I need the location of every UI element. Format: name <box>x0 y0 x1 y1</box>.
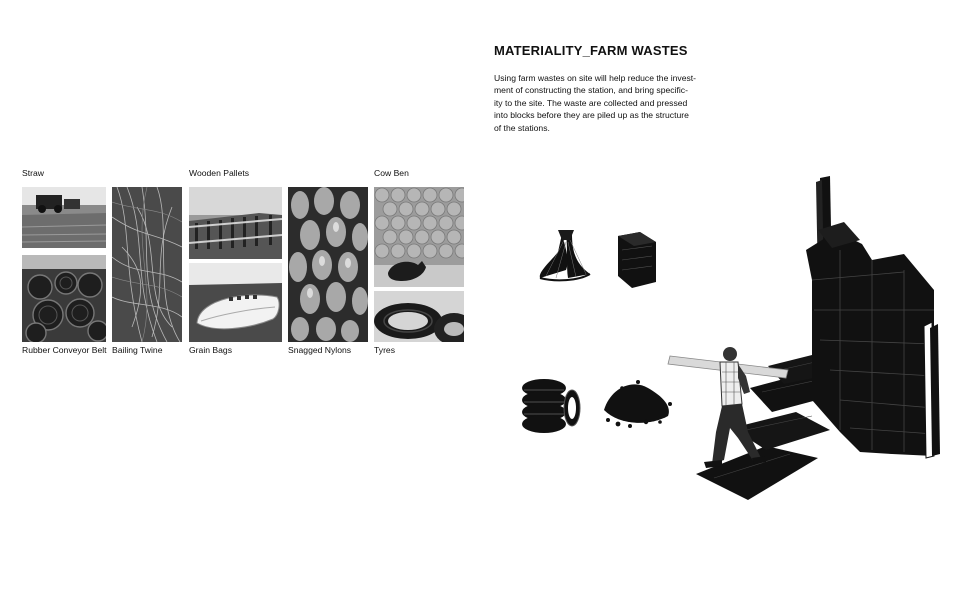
cow-ben-photo <box>374 187 464 287</box>
label-snagged-nylons: Snagged Nylons <box>288 345 352 355</box>
label-tyres: Tyres <box>374 345 396 355</box>
description-line: into blocks before they are piled up as the structure <box>494 110 689 121</box>
bailing-twine-photo <box>112 187 182 342</box>
bale-wall-illustration <box>806 176 940 458</box>
label-wooden-pallets: Wooden Pallets <box>189 168 250 178</box>
wooden-pallets-photo <box>189 187 282 259</box>
tyre-stack-illustration <box>522 379 580 433</box>
description-line: ity to the site. The waste are collected and pressed <box>494 97 688 108</box>
straw-bundle-illustration <box>540 230 590 280</box>
rubber-crumbs-illustration <box>604 380 672 428</box>
label-grain-bags: Grain Bags <box>189 345 232 355</box>
grain-bags-photo <box>189 263 282 342</box>
tyres-photo <box>374 291 464 342</box>
straw-bale-illustration <box>618 232 656 288</box>
materials-illustration <box>500 160 960 520</box>
label-straw: Straw <box>22 168 44 178</box>
label-cow-ben: Cow Ben <box>374 168 409 178</box>
description <box>494 72 699 134</box>
description-line: Using farm wastes on site will help reduce the invest- <box>494 73 697 83</box>
page-title: MATERIALITY_FARM WASTES <box>494 43 688 58</box>
rubber-conveyor-belt-photo <box>22 255 106 342</box>
label-bailing-twine: Bailing Twine <box>112 345 163 355</box>
snagged-nylons-photo <box>288 187 368 342</box>
label-rubber-conveyor-belt: Rubber Conveyor Belt <box>22 345 107 355</box>
description-line: of the stations. <box>494 122 550 133</box>
description-line: ment of constructing the station, and bring specific- <box>494 85 688 96</box>
straw-photo <box>22 187 106 248</box>
